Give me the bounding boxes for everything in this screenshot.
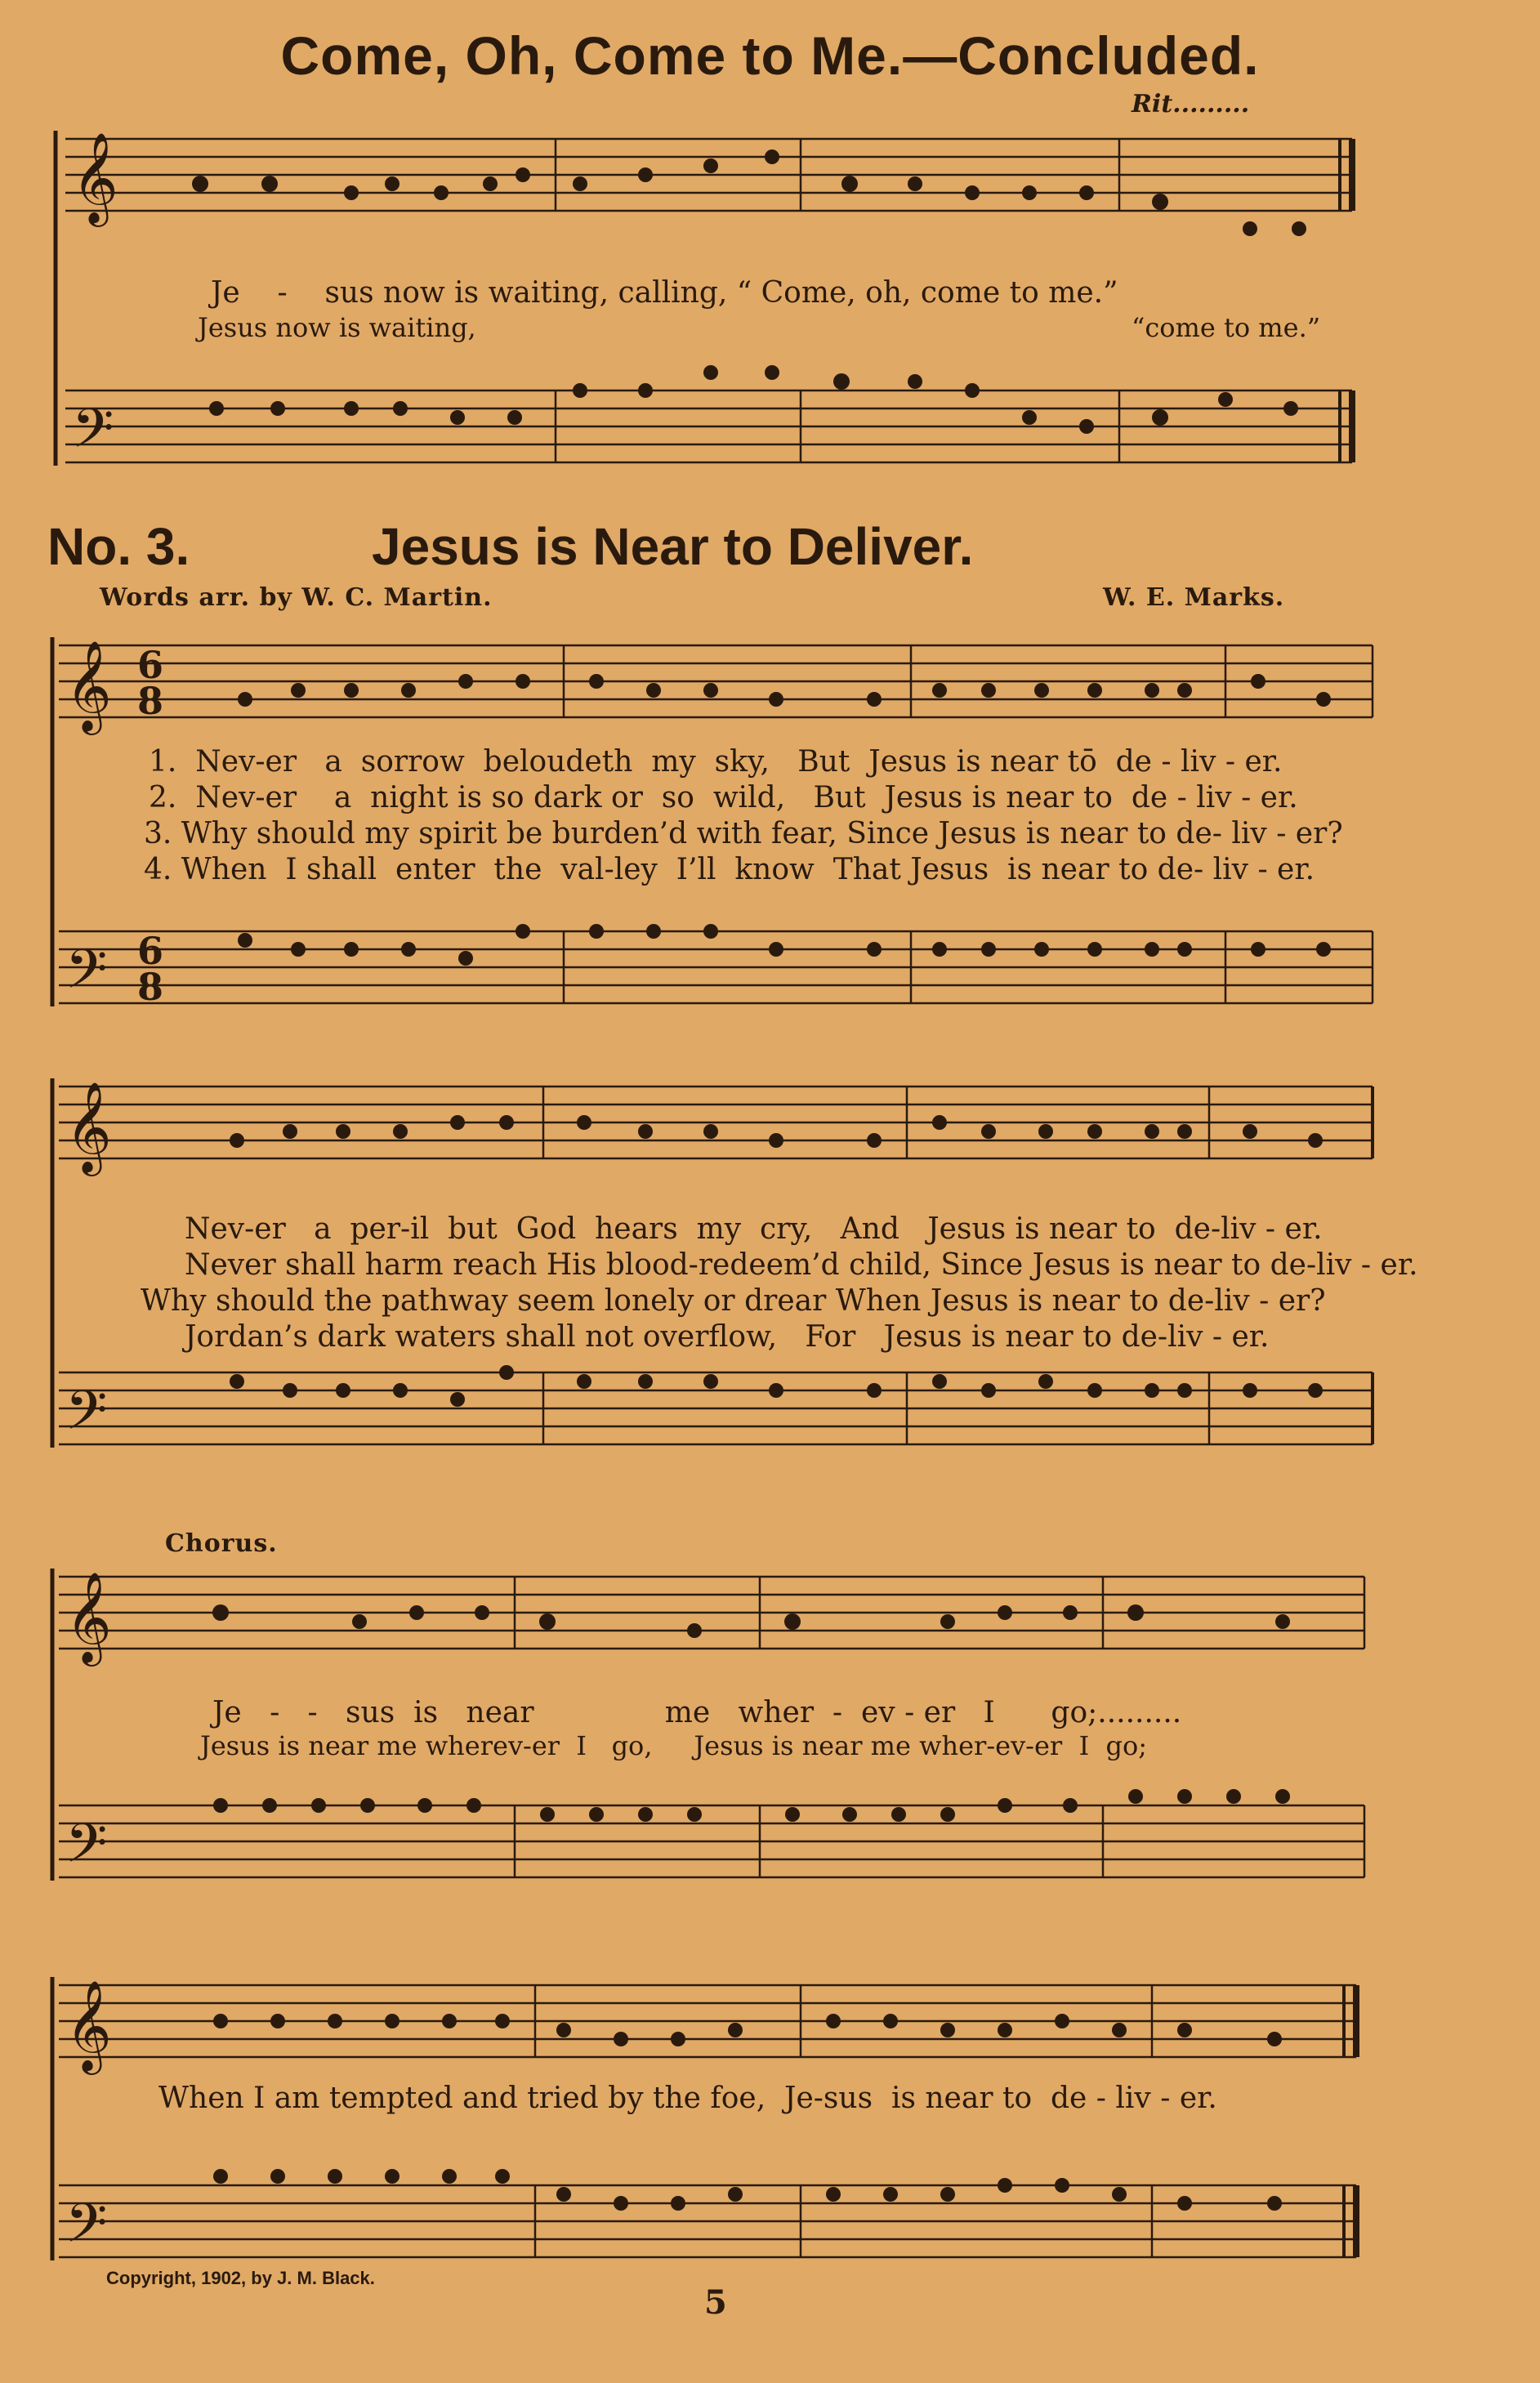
system1-lyric-2: 2. Nev-er a night is so dark or so wild, But Jesus is near to de - liv - er. (149, 781, 1298, 814)
svg-text:6: 6 (137, 929, 164, 973)
svg-text:8: 8 (137, 679, 164, 723)
svg-text:8: 8 (137, 965, 164, 1009)
chorus-lyric-1: Je - - sus is near me wher - ev - er I go;......... (212, 1696, 1182, 1729)
system1-lyric-3: 3. Why should my spirit be burden’d with fear, Since Jesus is near to de- liv - er? (144, 817, 1343, 850)
system2-lyric-1: Nev-er a per-il but God hears my cry, And Jesus is near to de-liv - er. (185, 1212, 1323, 1246)
concluded-lyric-2a: Jesus now is waiting, (198, 312, 476, 343)
svg-text:𝄢: 𝄢 (65, 938, 108, 1014)
svg-text:𝄞: 𝄞 (65, 1571, 112, 1662)
concluded-lyric-1: Je - sus now is waiting, calling, “ Come, oh, come to me.” (211, 276, 1118, 310)
concluded-lyric-2b: “come to me.” (1132, 312, 1321, 343)
chorus-lyric-2: Jesus is near me wherev-er I go, Jesus is near me wher-ev-er I go; (200, 1730, 1148, 1761)
words-credit: Words arr. by W. C. Martin. (100, 583, 493, 612)
final-lyric: When I am tempted and tried by the foe, Je-sus is near to de - liv - er. (158, 2082, 1217, 2115)
music-credit: W. E. Marks. (1103, 583, 1285, 612)
system1-lyric-4: 4. When I shall enter the val-ley I’ll know That Jesus is near to de- liv - er. (144, 853, 1315, 886)
hymn-number: No. 3. (47, 517, 190, 576)
page-title: Come, Oh, Come to Me.—Concluded. (280, 25, 1260, 86)
copyright-notice: Copyright, 1902, by J. M. Black. (106, 2268, 375, 2288)
staff-system-concluded (0, 114, 1540, 506)
svg-text:6: 6 (137, 643, 164, 687)
svg-text:𝄢: 𝄢 (72, 397, 114, 473)
svg-text:𝄞: 𝄞 (65, 1979, 112, 2071)
svg-text:𝄞: 𝄞 (65, 640, 112, 731)
system1-lyric-1: 1. Nev-er a sorrow beloudeth my sky, But Jesus is near tō de - liv - er. (149, 745, 1283, 779)
svg-text:𝄢: 𝄢 (65, 1812, 108, 1888)
chorus-label: Chorus. (165, 1529, 278, 1558)
svg-text:𝄞: 𝄞 (65, 1081, 112, 1172)
staff-system-final (0, 1961, 1540, 2320)
system2-lyric-4: Jordan’s dark waters shall not overflow, For Jesus is near to de-liv - er. (185, 1320, 1270, 1354)
svg-text:𝄢: 𝄢 (65, 2192, 108, 2268)
hymn-title: Jesus is Near to Deliver. (372, 517, 974, 576)
page-number: 5 (704, 2283, 727, 2322)
svg-text:𝄞: 𝄞 (72, 132, 118, 223)
svg-text:𝄢: 𝄢 (65, 1379, 108, 1455)
system2-lyric-2: Never shall harm reach His blood-redeem’d child, Since Jesus is near to de-liv - er. (185, 1248, 1418, 1282)
system2-lyric-3: Why should the pathway seem lonely or drear When Jesus is near to de-liv - er? (141, 1284, 1326, 1318)
tempo-marking: Rit......... (1132, 90, 1250, 118)
